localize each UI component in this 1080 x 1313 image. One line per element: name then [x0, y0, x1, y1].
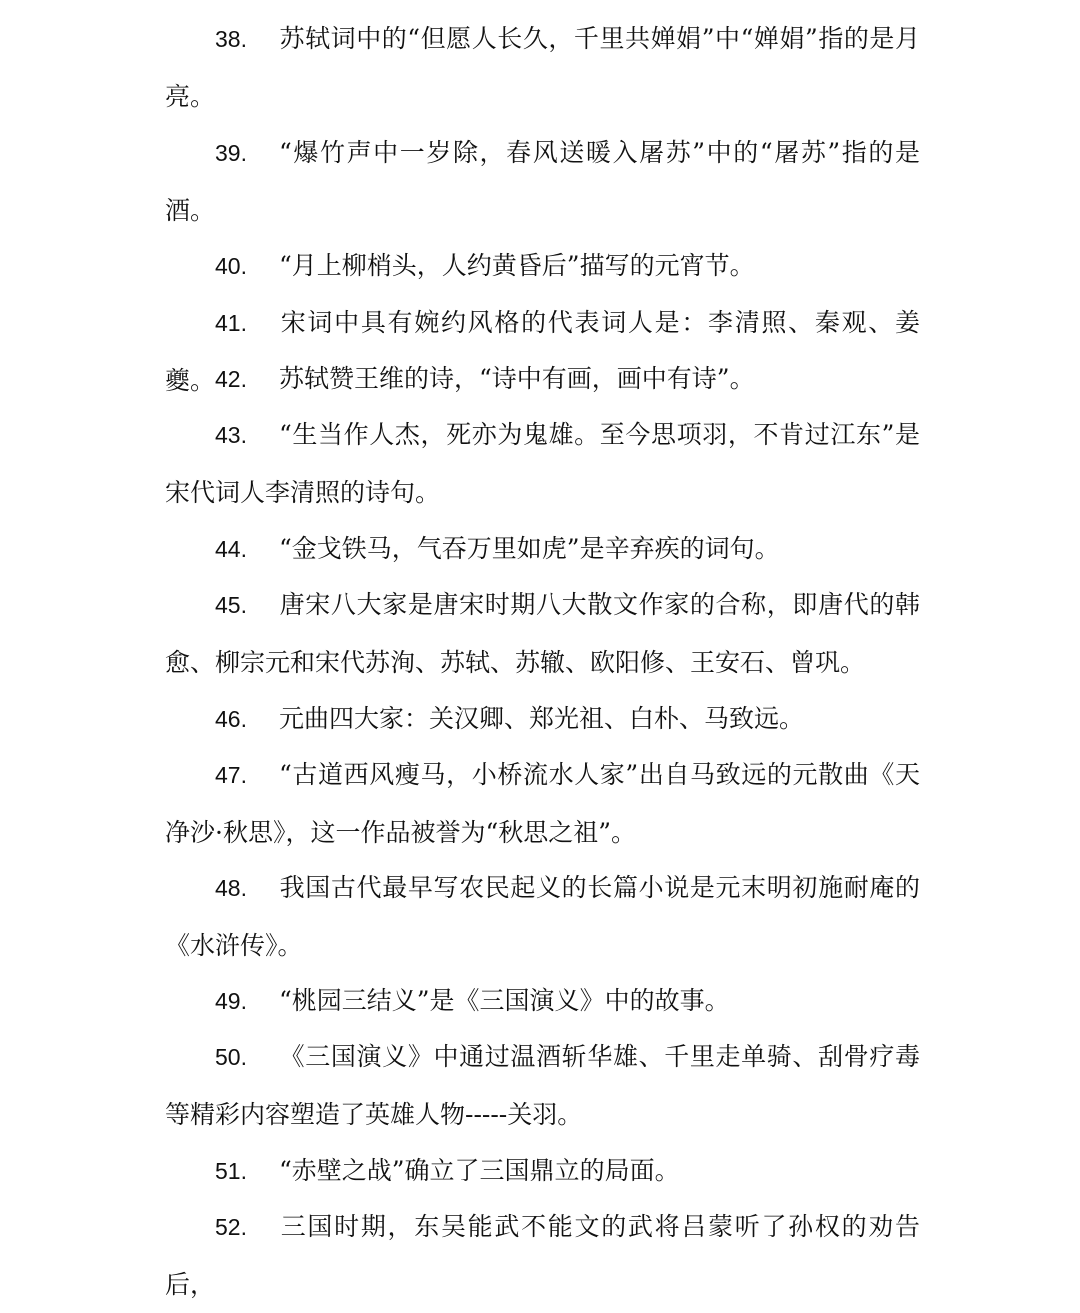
list-item-52: [165, 1198, 920, 1313]
list-item-46: [165, 690, 920, 748]
item-number: 39.: [215, 140, 247, 166]
list-item-43: [165, 406, 920, 521]
item-text: “爆竹声中一岁除，春风送暖入屠苏”中的“屠苏”指的是酒。: [165, 138, 921, 225]
item-text: “桃园三结义”是《三国演义》中的故事。: [279, 986, 730, 1015]
item-number: 43.: [215, 422, 247, 448]
item-text: “赤壁之战”确立了三国鼎立的局面。: [279, 1156, 680, 1185]
item-text: 苏轼词中的“但愿人长久，千里共婵娟”中“婵娟”指的是月亮。: [165, 24, 920, 111]
item-text: 苏轼赞王维的诗，“诗中有画，画中有诗”。: [279, 364, 755, 393]
list-item-51: [165, 1142, 920, 1200]
item-text: “金戈铁马，气吞万里如虎”是辛弃疾的词句。: [279, 534, 780, 563]
item-number: 52.: [215, 1214, 247, 1240]
item-number: 50.: [215, 1044, 247, 1070]
item-number: 41.: [215, 310, 247, 336]
item-text: “生当作人杰，死亦为鬼雄。至今思项羽，不肯过江东”是宋代词人李清照的诗句。: [165, 420, 920, 507]
list-item-45: [165, 576, 920, 691]
item-number: 51.: [215, 1158, 247, 1184]
item-number: 45.: [215, 592, 247, 618]
item-text: 《三国演义》中通过温酒斩华雄、千里走单骑、刮骨疗毒等精彩内容塑造了英雄人物-----关羽。: [165, 1042, 920, 1129]
list-item-50: [165, 1028, 920, 1143]
list-item-48: [165, 859, 920, 974]
item-text: 我国古代最早写农民起义的长篇小说是元末明初施耐庵的《水浒传》。: [165, 873, 920, 960]
item-number: 49.: [215, 988, 247, 1014]
item-text: “古道西风瘦马，小桥流水人家”出自马致远的元散曲《天净沙·秋思》，这一作品被誉为“秋思之祖”。: [165, 760, 920, 847]
list-item-39: [165, 124, 920, 239]
item-number: 44.: [215, 536, 247, 562]
list-item-40: [165, 237, 920, 295]
item-number: 40.: [215, 253, 247, 279]
item-number: 48.: [215, 875, 247, 901]
list-item-49: [165, 972, 920, 1030]
list-item-47: [165, 746, 920, 861]
item-text: 元曲四大家：关汉卿、郑光祖、白朴、马致远。: [279, 704, 805, 733]
list-item-44: [165, 520, 920, 578]
item-text: “月上柳梢头，人约黄昏后”描写的元宵节。: [279, 251, 755, 280]
list-item-42: [165, 350, 920, 408]
item-text: 唐宋八大家是唐宋时期八大散文作家的合称，即唐代的韩愈、柳宗元和宋代苏洵、苏轼、苏辙、欧阳修、王安石、曾巩。: [165, 590, 920, 677]
item-number: 38.: [215, 26, 247, 52]
item-number: 46.: [215, 706, 247, 732]
item-number: 42.: [215, 366, 247, 392]
item-text: 三国时期，东吴能武不能文的武将吕蒙听了孙权的劝告后，: [165, 1212, 920, 1299]
item-number: 47.: [215, 762, 247, 788]
list-item-38: [165, 10, 920, 125]
item-text: 宋词中具有婉约风格的代表词人是：李清照、秦观、姜夔。: [165, 308, 920, 395]
